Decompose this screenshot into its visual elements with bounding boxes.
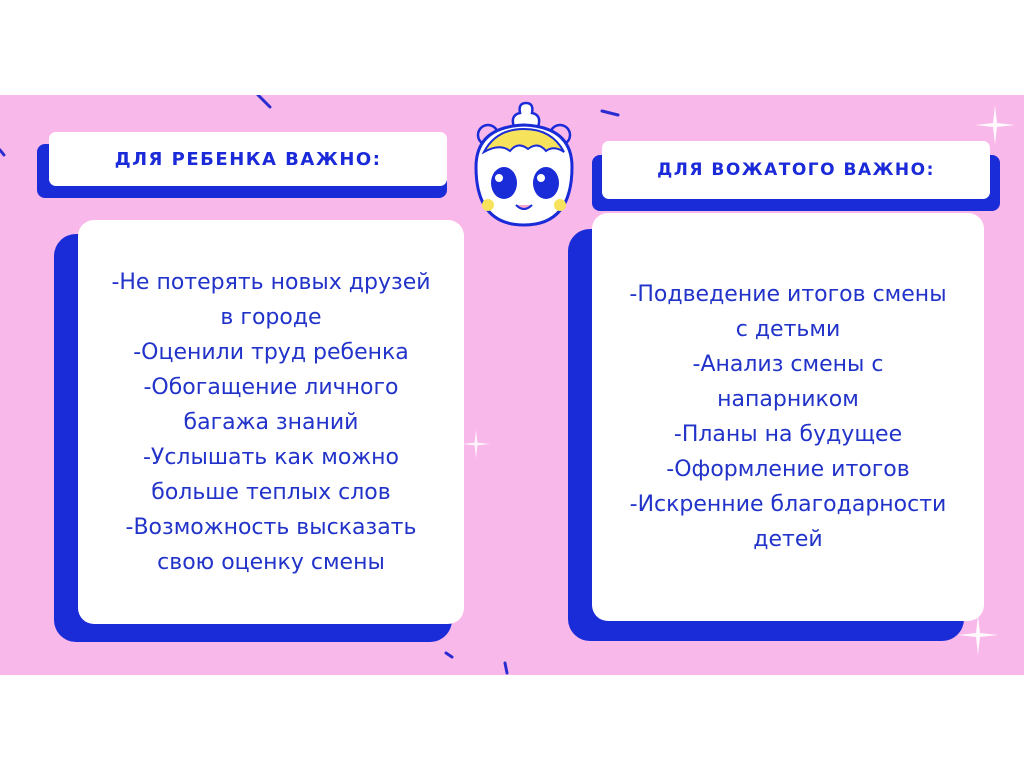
sparkle-icon — [975, 105, 1015, 145]
left-line: багажа знаний — [183, 409, 359, 435]
mascot-icon — [466, 97, 582, 237]
right-line: -Искренние благодарности — [629, 492, 947, 517]
left-panel-card — [78, 220, 464, 624]
left-title: ДЛЯ РЕБЕНКА ВАЖНО: — [49, 132, 447, 186]
right-line: -Анализ смены с — [692, 352, 884, 377]
stroke-1 — [258, 95, 270, 107]
right-title: ДЛЯ ВОЖАТОГО ВАЖНО: — [602, 141, 990, 199]
left-line: -Оценили труд ребенка — [133, 339, 409, 365]
sparkle-icon — [462, 430, 490, 458]
right-line: -Планы на будущее — [673, 422, 903, 447]
right-line: с детьми — [735, 317, 841, 342]
stroke-3 — [602, 111, 618, 115]
left-line: -Не потерять новых друзей — [111, 269, 431, 295]
stroke-2 — [0, 150, 4, 155]
slide — [0, 95, 1024, 675]
right-line: напарником — [717, 387, 859, 412]
left-panel — [54, 220, 464, 642]
right-line: -Оформление итогов — [666, 457, 910, 482]
right-panel-card — [592, 213, 984, 621]
right-line: детей — [753, 527, 823, 552]
stroke-4 — [505, 663, 507, 673]
right-title-tab — [592, 141, 1000, 211]
left-line: больше теплых слов — [151, 479, 391, 505]
left-line: -Обогащение личного — [143, 374, 399, 400]
left-title-tab — [37, 132, 447, 198]
stroke-5 — [446, 653, 452, 657]
right-panel — [568, 213, 988, 641]
left-line: в городе — [220, 304, 322, 330]
left-line: свою оценку смены — [157, 549, 385, 575]
left-line: -Услышать как можно — [142, 444, 400, 470]
right-line: -Подведение итогов смены — [629, 282, 947, 307]
left-line: -Возможность высказать — [125, 514, 417, 540]
